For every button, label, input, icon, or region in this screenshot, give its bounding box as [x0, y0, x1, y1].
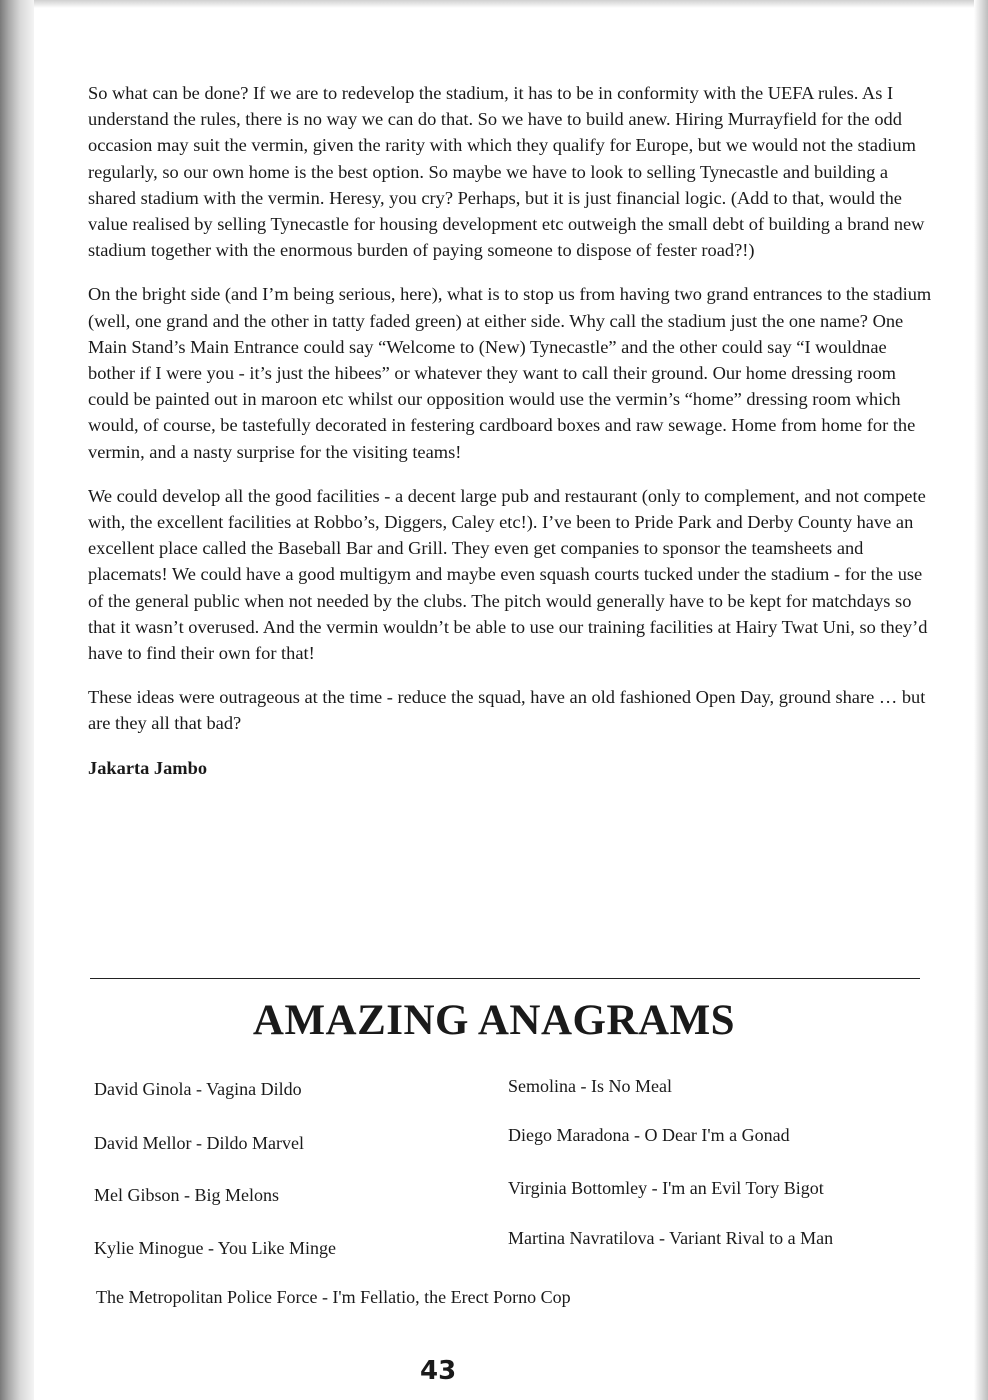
- book-gutter-shadow: [0, 0, 34, 1400]
- article-paragraph-1: So what can be done? If we are to redevelop the stadium, it has to be in conformity with the UEFA rules. As I understand the rules, there is no way we can do that. So we have to build anew. Hiring Murrayfield for the odd occasion may suit the vermin, given the rarity with which they qualify for Europe, but we would not the stadium regularly, so our own home is the best option. So maybe we have to look to selling Tynecastle and building a shared stadium with the vermin. Heresy, you cry? Perhaps, but it is just financial logic. (Add to that, would the value realised by selling Tynecastle for housing development etc outweigh the small debt of building a brand new stadium together with the enormous burden of paying someone to dispose of fester road?!): [88, 83, 925, 261]
- section-divider: [90, 978, 920, 979]
- page-top-shadow: [0, 0, 988, 8]
- article-author: Jakarta Jambo: [88, 757, 208, 778]
- page-right-edge: [974, 0, 988, 1400]
- anagram-left-4: Kylie Minogue - You Like Minge: [94, 1238, 336, 1258]
- anagram-left-2: David Mellor - Dildo Marvel: [94, 1133, 304, 1153]
- anagram-right-3: Virginia Bottomley - I'm an Evil Tory Bigot: [508, 1178, 824, 1198]
- anagrams-title: AMAZING ANAGRAMS: [252, 997, 736, 1044]
- article-paragraph-3: We could develop all the good facilities - a decent large pub and restaurant (only to complement, and not compete with, the excellent facilities at Robbo’s, Diggers, Caley etc!). I’ve been to Pride Park and Derby County have an excellent place called the Baseball Bar and Grill. They even get companies to sponsor the teamsheets and placemats! We could have a good multigym and maybe even squash courts tucked under the stadium - for the use of the general public when not needed by the clubs. The pitch would generally have to be kept for matchdays so that it wasn’t overused. And the vermin wouldn’t be able to use our training facilities at Hairy Twat Uni, so they’d have to find their own for that!: [88, 485, 928, 664]
- article-paragraph-2: On the bright side (and I’m being serious, here), what is to stop us from having two grand entrances to the stadium (well, one grand and the other in tatty faded green) at either side. Why call the stadium just the one name? One Main Stand’s Main Entrance could say “Welcome to (New) Tynecastle” and the other could say “I wouldnae bother if I were you - it’s just the hibees” or whatever they want to call their ground. Our home dressing room could be painted out in maroon etc whilst our opposition would use the vermin’s “home” dressing room which would, of course, be tastefully decorated in festering cardboard boxes and raw sewage. Home from home for the vermin, and a nasty surprise for the visiting teams!: [88, 284, 932, 462]
- anagram-left-1: David Ginola - Vagina Dildo: [94, 1079, 302, 1099]
- anagram-final: The Metropolitan Police Force - I'm Fellatio, the Erect Porno Cop: [96, 1287, 571, 1307]
- anagram-left-3: Mel Gibson - Big Melons: [94, 1185, 280, 1205]
- article-body: [88, 80, 934, 781]
- page-number: 43: [420, 1356, 457, 1386]
- anagram-right-1: Semolina - Is No Meal: [508, 1076, 672, 1096]
- anagram-right-2: Diego Maradona - O Dear I'm a Gonad: [508, 1125, 790, 1145]
- article-paragraph-4: These ideas were outrageous at the time - reduce the squad, have an old fashioned Open Day, ground share … but are they all that bad?: [88, 687, 926, 734]
- anagram-right-4: Martina Navratilova - Variant Rival to a Man: [508, 1228, 834, 1248]
